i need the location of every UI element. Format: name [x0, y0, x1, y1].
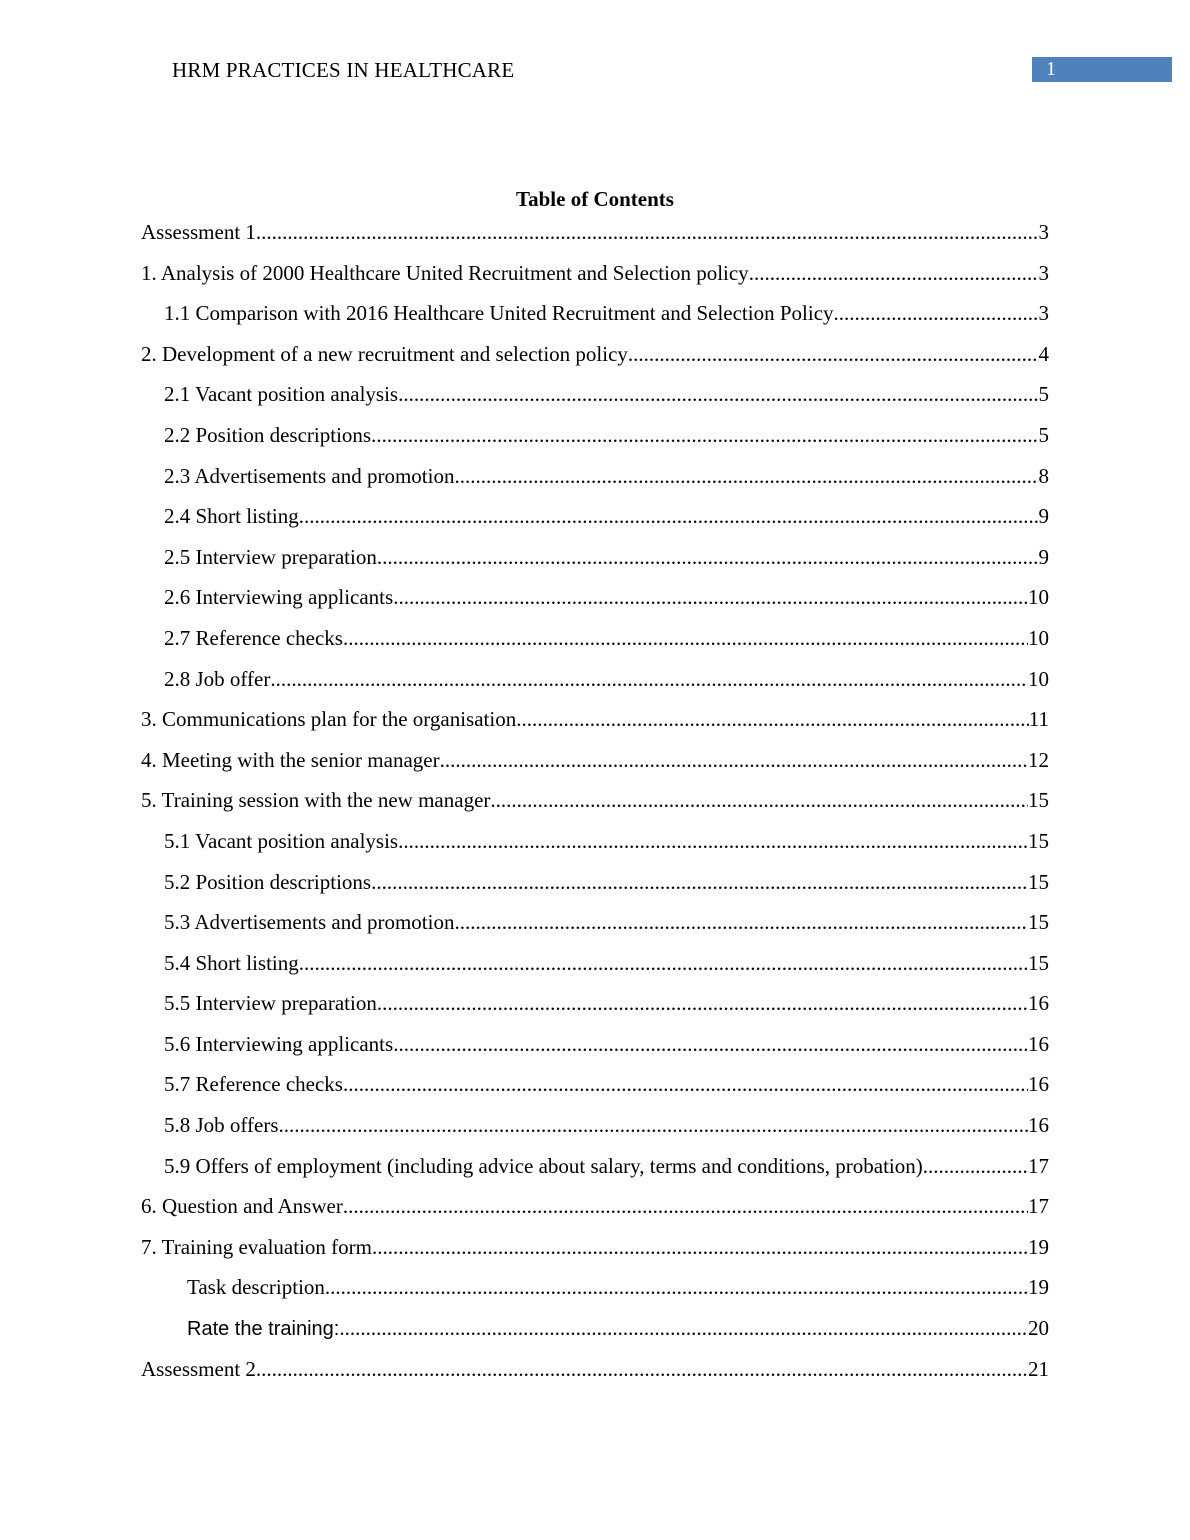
toc-entry-title: 2.6 Interviewing applicants: [164, 585, 394, 610]
toc-entry[interactable]: [141, 1107, 1049, 1148]
toc-entry[interactable]: [141, 498, 1049, 539]
table-of-contents: [141, 214, 1049, 1391]
dot-leader: [398, 823, 1028, 859]
toc-entry[interactable]: [141, 864, 1049, 905]
toc-entry[interactable]: [141, 904, 1049, 945]
dot-leader: [256, 1351, 1028, 1387]
dot-leader: [628, 336, 1039, 372]
dot-leader: [454, 458, 1038, 494]
toc-entry-title: 5.7 Reference checks: [164, 1072, 343, 1097]
toc-entry-title: 6. Question and Answer: [141, 1194, 343, 1219]
toc-entry-title: 2.1 Vacant position analysis: [164, 382, 399, 407]
toc-entry-page: 15: [1028, 869, 1049, 894]
toc-entry-title: 5.4 Short listing: [164, 950, 299, 975]
dot-leader: [834, 295, 1039, 331]
dot-leader: [440, 742, 1028, 778]
toc-entry[interactable]: [141, 1269, 1049, 1310]
toc-entry[interactable]: [141, 579, 1049, 620]
toc-entry-page: 3: [1038, 260, 1049, 285]
toc-entry[interactable]: [141, 1066, 1049, 1107]
toc-entry-title: 5.5 Interview preparation: [164, 991, 377, 1016]
toc-entry-page: 10: [1028, 666, 1049, 691]
dot-leader: [490, 782, 1028, 818]
toc-entry-page: 11: [1028, 707, 1049, 732]
dot-leader: [371, 417, 1038, 453]
toc-entry-title: 5.2 Position descriptions: [164, 869, 372, 894]
toc-entry[interactable]: [141, 214, 1049, 255]
toc-entry-page: 5: [1038, 422, 1049, 447]
toc-entry-title: 1. Analysis of 2000 Healthcare United Recruitment and Selection policy: [141, 260, 749, 285]
toc-entry-title: 2.4 Short listing: [164, 504, 299, 529]
dot-leader: [749, 255, 1039, 291]
toc-entry-page: 19: [1028, 1234, 1049, 1259]
toc-entry[interactable]: [141, 985, 1049, 1026]
toc-entry-title: Task description: [187, 1275, 325, 1300]
toc-entry-title: 7. Training evaluation form: [141, 1234, 372, 1259]
toc-entry[interactable]: [141, 1310, 1049, 1351]
page-number: 1: [1046, 58, 1056, 80]
toc-entry-page: 15: [1028, 950, 1049, 975]
toc-entry[interactable]: [141, 1188, 1049, 1229]
dot-leader: [393, 579, 1028, 615]
dot-leader: [398, 376, 1038, 412]
toc-entry-page: 10: [1028, 585, 1049, 610]
toc-entry-page: 8: [1038, 463, 1049, 488]
toc-entry-title: 2. Development of a new recruitment and selection policy: [141, 341, 628, 366]
toc-entry-title: 5.8 Job offers: [164, 1113, 279, 1138]
dot-leader: [377, 539, 1039, 575]
page-number-box: [1032, 57, 1172, 82]
toc-entry[interactable]: [141, 539, 1049, 580]
toc-entry[interactable]: [141, 823, 1049, 864]
dot-leader: [393, 1026, 1028, 1062]
dot-leader: [325, 1269, 1028, 1305]
toc-entry-page: 21: [1028, 1356, 1049, 1381]
toc-entry[interactable]: [141, 336, 1049, 377]
toc-entry-page: 5: [1038, 382, 1049, 407]
toc-entry-title: 1.1 Comparison with 2016 Healthcare United Recruitment and Selection Policy: [164, 301, 834, 326]
dot-leader: [928, 1148, 1028, 1184]
toc-entry-page: 16: [1028, 1031, 1049, 1056]
toc-entry-title: 5.9 Offers of employment (including advice about salary, terms and conditions, probation).: [164, 1153, 928, 1178]
running-head: HRM PRACTICES IN HEALTHCARE: [172, 58, 515, 82]
toc-entry-page: 4: [1038, 341, 1049, 366]
toc-entry-title: 2.7 Reference checks: [164, 625, 343, 650]
toc-entry-title: Rate the training:: [187, 1318, 340, 1341]
toc-title: Table of Contents: [516, 187, 674, 211]
toc-entry-page: 16: [1028, 1072, 1049, 1097]
toc-entry-title: 5. Training session with the new manager: [141, 788, 491, 813]
dot-leader: [454, 904, 1028, 940]
toc-entry-title: 2.2 Position descriptions: [164, 422, 372, 447]
dot-leader: [377, 985, 1028, 1021]
toc-entry-page: 3: [1038, 220, 1049, 244]
toc-entry-title: 5.1 Vacant position analysis: [164, 828, 399, 853]
dot-leader: [270, 661, 1028, 697]
toc-entry-page: 15: [1028, 828, 1049, 853]
toc-entry[interactable]: [141, 661, 1049, 702]
toc-entry[interactable]: [141, 620, 1049, 661]
dot-leader: [299, 498, 1039, 534]
toc-entry[interactable]: [141, 458, 1049, 499]
toc-entry-page: 10: [1028, 625, 1049, 650]
toc-entry[interactable]: [141, 701, 1049, 742]
dot-leader: [339, 1310, 1028, 1346]
toc-entry[interactable]: [141, 1351, 1049, 1392]
toc-entry[interactable]: [141, 295, 1049, 336]
dot-leader: [256, 214, 1039, 250]
toc-entry[interactable]: [141, 1148, 1049, 1189]
toc-entry-page: 17: [1028, 1194, 1049, 1219]
toc-entry[interactable]: [141, 255, 1049, 296]
toc-entry-title: 3. Communications plan for the organisation: [141, 707, 517, 732]
toc-entry[interactable]: [141, 945, 1049, 986]
dot-leader: [343, 620, 1028, 656]
toc-entry-page: 19: [1028, 1275, 1049, 1300]
toc-entry-title: 2.8 Job offer: [164, 666, 271, 691]
toc-entry[interactable]: [141, 417, 1049, 458]
toc-entry-page: 16: [1028, 991, 1049, 1016]
toc-entry-page: 9: [1038, 544, 1049, 569]
toc-entry-page: 16: [1028, 1113, 1049, 1138]
toc-entry-page: 9: [1038, 504, 1049, 529]
toc-entry-page: 17: [1028, 1153, 1049, 1178]
toc-entry[interactable]: [141, 376, 1049, 417]
toc-entry-page: 3: [1038, 301, 1049, 326]
toc-entry[interactable]: [141, 1026, 1049, 1067]
toc-entry[interactable]: [141, 1229, 1049, 1270]
toc-entry-title: 2.5 Interview preparation: [164, 544, 377, 569]
dot-leader: [299, 945, 1028, 981]
toc-entry-page: 12: [1028, 747, 1049, 772]
toc-entry[interactable]: [141, 742, 1049, 783]
toc-entry-page: 15: [1028, 910, 1049, 935]
toc-entry[interactable]: [141, 782, 1049, 823]
toc-entry-title: 5.3 Advertisements and promotion: [164, 910, 455, 935]
toc-entry-title: 2.3 Advertisements and promotion: [164, 463, 455, 488]
dot-leader: [343, 1188, 1028, 1224]
dot-leader: [516, 701, 1029, 737]
toc-entry-title: 4. Meeting with the senior manager: [141, 747, 440, 772]
dot-leader: [343, 1066, 1028, 1102]
dot-leader: [279, 1107, 1028, 1143]
toc-entry-page: 20: [1028, 1316, 1049, 1341]
toc-entry-page: 15: [1028, 788, 1049, 813]
dot-leader: [372, 1229, 1028, 1265]
dot-leader: [371, 864, 1028, 900]
toc-entry-title: Assessment 1: [141, 220, 256, 244]
toc-entry-title: Assessment 2: [141, 1356, 256, 1381]
toc-entry-title: 5.6 Interviewing applicants: [164, 1031, 394, 1056]
